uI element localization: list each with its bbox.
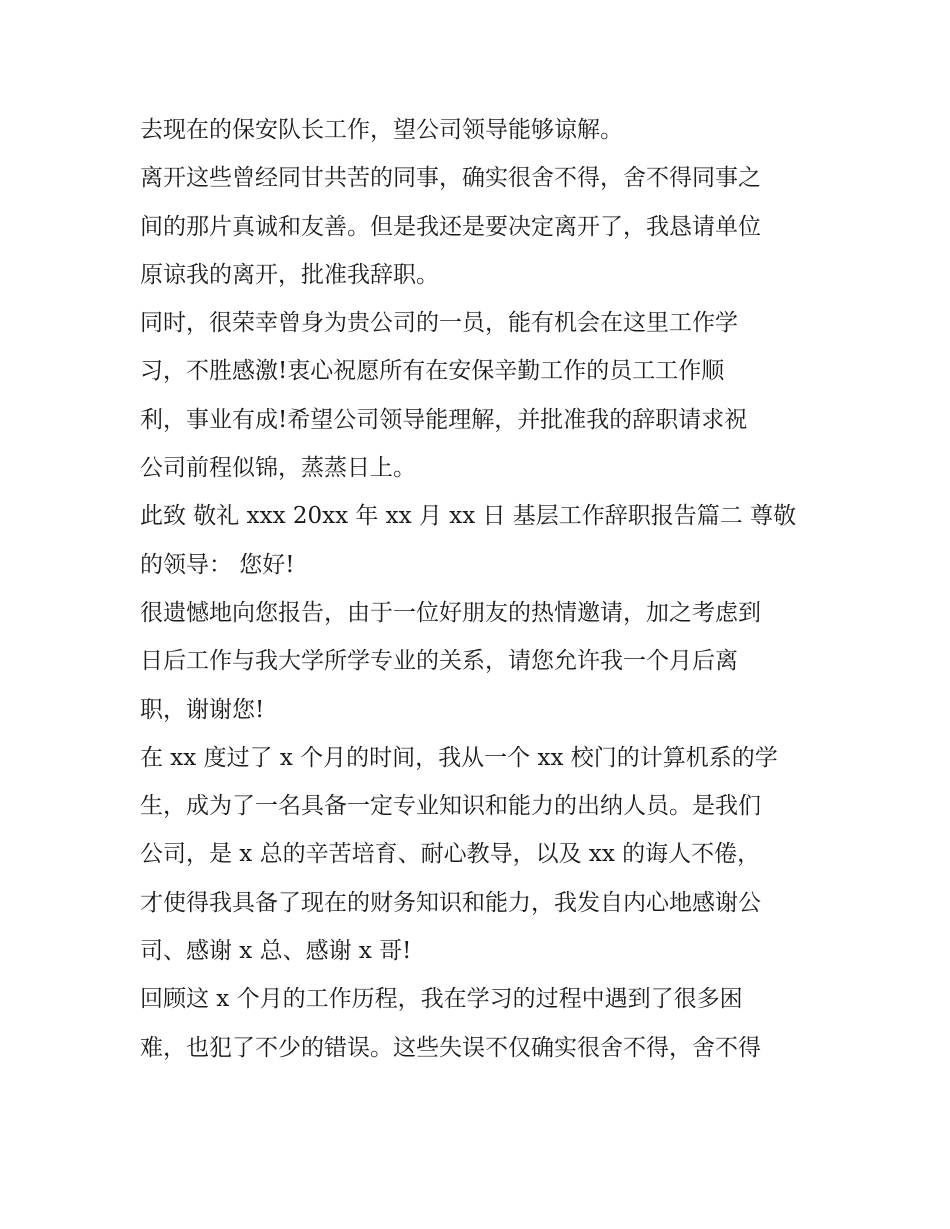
- text-line: 间的那片真诚和友善。但是我还是要决定离开了，我恳请单位: [140, 213, 761, 240]
- text-line: 回顾这 x 个月的工作历程，我在学习的过程中遇到了很多困: [140, 986, 743, 1013]
- text-line: 才使得我具备了现在的财务知识和能力，我发自内心地感谢公: [140, 889, 761, 916]
- text-line: 职，谢谢您!: [140, 696, 265, 723]
- text-line: 很遗憾地向您报告，由于一位好朋友的热情邀请，加之考虑到: [140, 599, 761, 626]
- text-line: 利，事业有成!希望公司领导能理解，并批准我的辞职请求祝: [140, 406, 748, 433]
- text-line: 此致 敬礼 xxx 20xx 年 xx 月 xx 日 基层工作辞职报告篇二 尊敬: [140, 503, 797, 530]
- text-line: 司、感谢 x 总、感谢 x 哥!: [140, 938, 412, 965]
- text-line: 的领导： 您好!: [140, 551, 295, 578]
- text-line: 习，不胜感激!衷心祝愿所有在安保辛勤工作的员工工作顺: [140, 358, 725, 385]
- text-line: 日后工作与我大学所学专业的关系，请您允许我一个月后离: [140, 648, 738, 675]
- text-line: 同时，很荣幸曾身为贵公司的一员，能有机会在这里工作学: [140, 310, 738, 337]
- text-line: 难，也犯了不少的错误。这些失误不仅确实很舍不得，舍不得: [140, 1034, 761, 1061]
- text-line: 公司前程似锦，蒸蒸日上。: [140, 455, 416, 482]
- text-line: 原谅我的离开，批准我辞职。: [140, 261, 439, 288]
- text-line: 去现在的保安队长工作，望公司领导能够谅解。: [140, 117, 623, 143]
- text-line: 在 xx 度过了 x 个月的时间，我从一个 xx 校门的计算机系的学: [140, 744, 778, 771]
- text-line: 离开这些曾经同甘共苦的同事，确实很舍不得，舍不得同事之: [140, 165, 761, 192]
- text-line: 公司，是 x 总的辛苦培育、耐心教导，以及 xx 的诲人不倦，: [140, 841, 761, 868]
- document-body: [140, 106, 820, 1072]
- text-line: 生，成为了一名具备一定专业知识和能力的出纳人员。是我们: [140, 793, 761, 820]
